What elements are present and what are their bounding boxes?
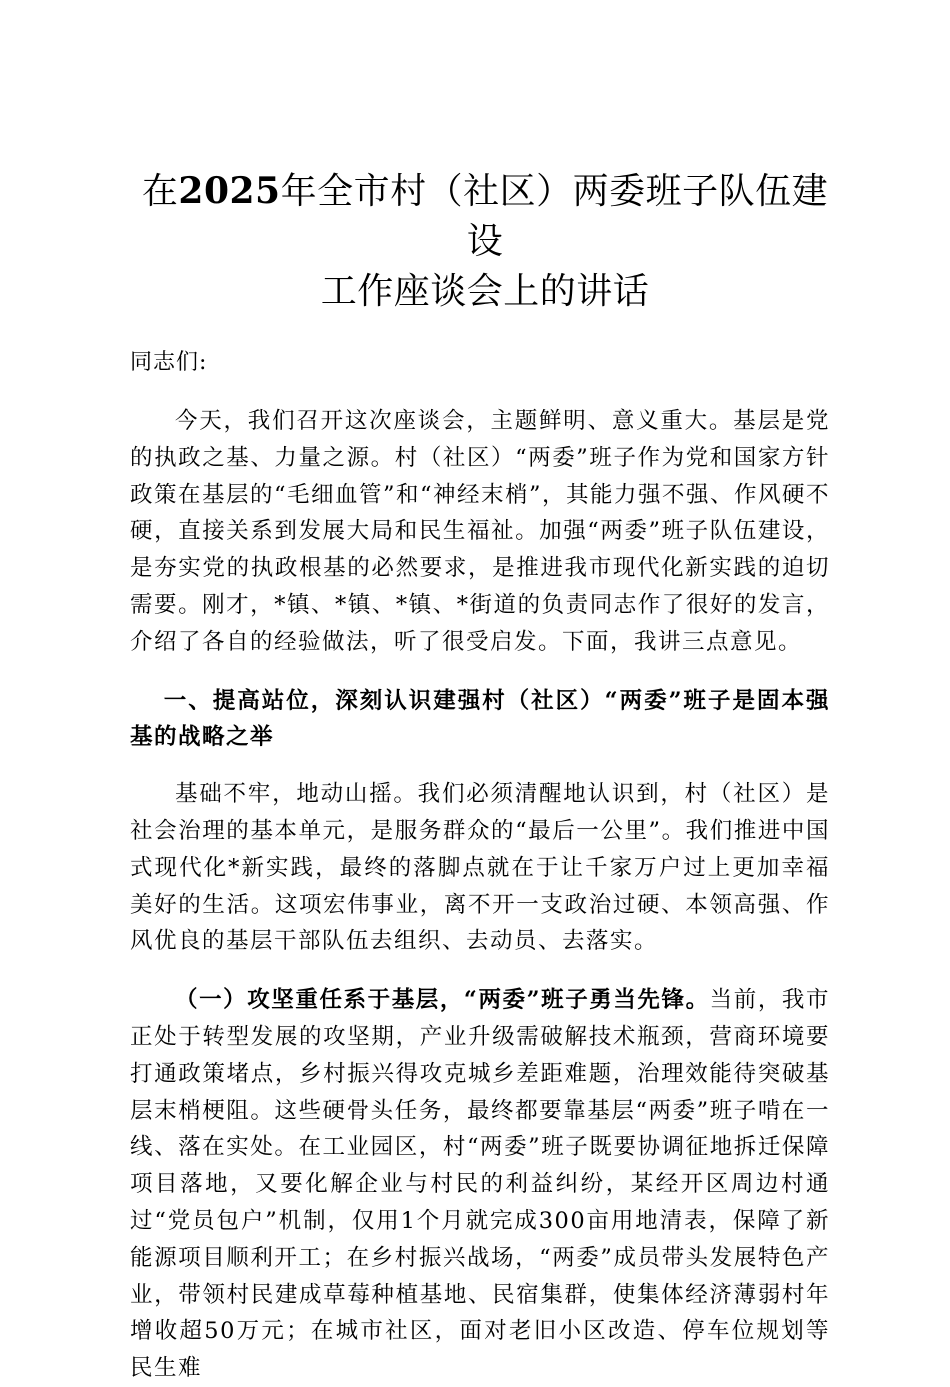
title-year: 2025 xyxy=(178,170,281,212)
document-title xyxy=(130,166,840,317)
subheading-1: （一）攻坚重任系于基层，“两委”班子勇当先锋。 xyxy=(175,987,710,1014)
paragraph-subsection1 xyxy=(130,982,830,1387)
subsection1-body: 当前，我市正处于转型发展的攻坚期，产业升级需破解技术瓶颈，营商环境要打通政策堵点，乡村振兴得攻克城乡差距难题，治理效能待突破基层末梢梗阻。这些硬骨头任务，最终都要靠基层“两委”班子啃在一线、落在实处。在工业园区，村“两委”班子既要协调征地拆迁保障项目落地，又要化解企业与村民的利益纠纷，某经开区周边村通过“党员包户”机制，仅用1个月就完成300亩用地清表，保障了新能源项目顺利开工；在乡村振兴战场，“两委”成员带头发展特色产业，带领村民建成草莓种植基地、民宿集群，使集体经济薄弱村年增收超50万元；在城市社区，面对老旧小区改造、停车位规划等民生难 xyxy=(130,987,830,1382)
paragraph-section1: 基础不牢，地动山摇。我们必须清醒地认识到，村（社区）是社会治理的基本单元，是服务群众的“最后一公里”。我们推进中国式现代化*新实践，最终的落脚点就在于让千家万户过上更加幸福美好的生活。这项宏伟事业，离不开一支政治过硬、本领高强、作风优良的基层干部队伍去组织、去动员、去落实。 xyxy=(130,781,830,955)
paragraph-intro: 今天，我们召开这次座谈会，主题鲜明、意义重大。基层是党的执政之基、力量之源。村（社区）“两委”班子作为党和国家方针政策在基层的“毛细血管”和“神经末梢”，其能力强不强、作风硬不硬，直接关系到发展大局和民生福祉。加强“两委”班子队伍建设，是夯实党的执政根基的必然要求，是推进我市现代化新实践的迫切需要。刚才，*镇、*镇、*镇、*街道的负责同志作了很好的发言，介绍了各自的经验做法，听了很受启发。下面，我讲三点意见。 xyxy=(130,408,831,655)
section-heading-1: 一、提高站位，深刻认识建强村（社区）“两委”班子是固本强基的战略之举 xyxy=(130,687,830,751)
title-line1-rest: 年全市村（社区）两委班子队伍建设 xyxy=(280,171,829,262)
title-prefix: 在 xyxy=(141,171,179,212)
salutation: 同志们: xyxy=(130,350,208,375)
title-line2: 工作座谈会上的讲话 xyxy=(320,271,650,312)
